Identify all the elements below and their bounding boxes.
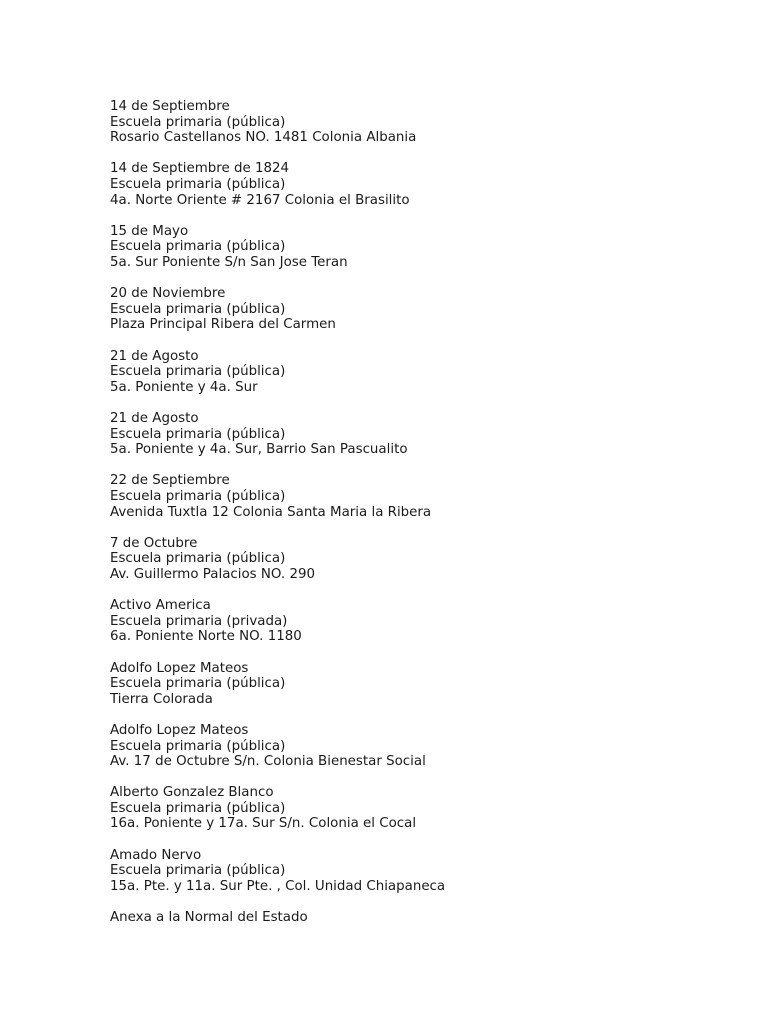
school-entry <box>110 536 730 598</box>
school-address: Av. Guillermo Palacios NO. 290 <box>110 566 315 582</box>
school-name: 20 de Noviembre <box>110 286 226 302</box>
school-entry <box>110 224 730 286</box>
school-type: Escuela primaria (pública) <box>110 800 286 816</box>
school-address: 5a. Poniente y 4a. Sur <box>110 379 258 395</box>
school-name: Adolfo Lopez Mateos <box>110 660 249 676</box>
school-entry <box>110 473 730 535</box>
school-name: Amado Nervo <box>110 847 202 863</box>
school-address: 15a. Pte. y 11a. Sur Pte. , Col. Unidad Chiapaneca <box>110 878 446 894</box>
school-entry <box>110 161 730 223</box>
school-address: 5a. Poniente y 4a. Sur, Barrio San Pascualito <box>110 442 408 458</box>
school-type: Escuela primaria (pública) <box>110 863 286 879</box>
school-name: Alberto Gonzalez Blanco <box>110 785 274 801</box>
school-type: Escuela primaria (pública) <box>110 176 286 192</box>
school-entry <box>110 848 730 910</box>
school-entry <box>110 286 730 348</box>
school-address: Av. 17 de Octubre S/n. Colonia Bienestar Social <box>110 754 426 770</box>
school-name: 14 de Septiembre <box>110 99 230 114</box>
school-name: 15 de Mayo <box>110 223 189 239</box>
school-name: 22 de Septiembre <box>110 473 230 489</box>
school-address: Avenida Tuxtla 12 Colonia Santa Maria la Ribera <box>110 504 432 520</box>
school-address: Rosario Castellanos NO. 1481 Colonia Albania <box>110 130 417 146</box>
school-name: Activo America <box>110 598 211 614</box>
school-address: Plaza Principal Ribera del Carmen <box>110 317 336 333</box>
school-type: Escuela primaria (pública) <box>110 114 286 130</box>
school-address: 4a. Norte Oriente # 2167 Colonia el Brasilito <box>110 192 410 208</box>
school-address: Tierra Colorada <box>110 691 213 707</box>
school-type: Escuela primaria (pública) <box>110 301 286 317</box>
school-entry <box>110 910 730 972</box>
school-name: 14 de Septiembre de 1824 <box>110 161 290 177</box>
school-entry <box>110 785 730 847</box>
school-entry <box>110 661 730 723</box>
school-type: Escuela primaria (pública) <box>110 738 286 754</box>
school-name: Adolfo Lopez Mateos <box>110 722 249 738</box>
school-type: Escuela primaria (pública) <box>110 676 286 692</box>
school-entry <box>110 723 730 785</box>
school-entry <box>110 411 730 473</box>
school-type: Escuela primaria (pública) <box>110 551 286 567</box>
school-address: 16a. Poniente y 17a. Sur S/n. Colonia el Cocal <box>110 816 417 832</box>
school-entry <box>110 349 730 411</box>
school-name: Anexa a la Normal del Estado <box>110 910 308 926</box>
school-entry <box>110 598 730 660</box>
school-name: 21 de Agosto <box>110 348 199 364</box>
school-address: 6a. Poniente Norte NO. 1180 <box>110 629 302 645</box>
school-type: Escuela primaria (privada) <box>110 613 288 629</box>
school-entry <box>110 99 730 161</box>
school-type: Escuela primaria (pública) <box>110 239 286 255</box>
school-list <box>110 99 730 972</box>
school-name: 21 de Agosto <box>110 410 199 426</box>
school-type: Escuela primaria (pública) <box>110 364 286 380</box>
school-address: 5a. Sur Poniente S/n San Jose Teran <box>110 254 348 270</box>
school-name: 7 de Octubre <box>110 535 198 551</box>
school-type: Escuela primaria (pública) <box>110 426 286 442</box>
school-type: Escuela primaria (pública) <box>110 488 286 504</box>
